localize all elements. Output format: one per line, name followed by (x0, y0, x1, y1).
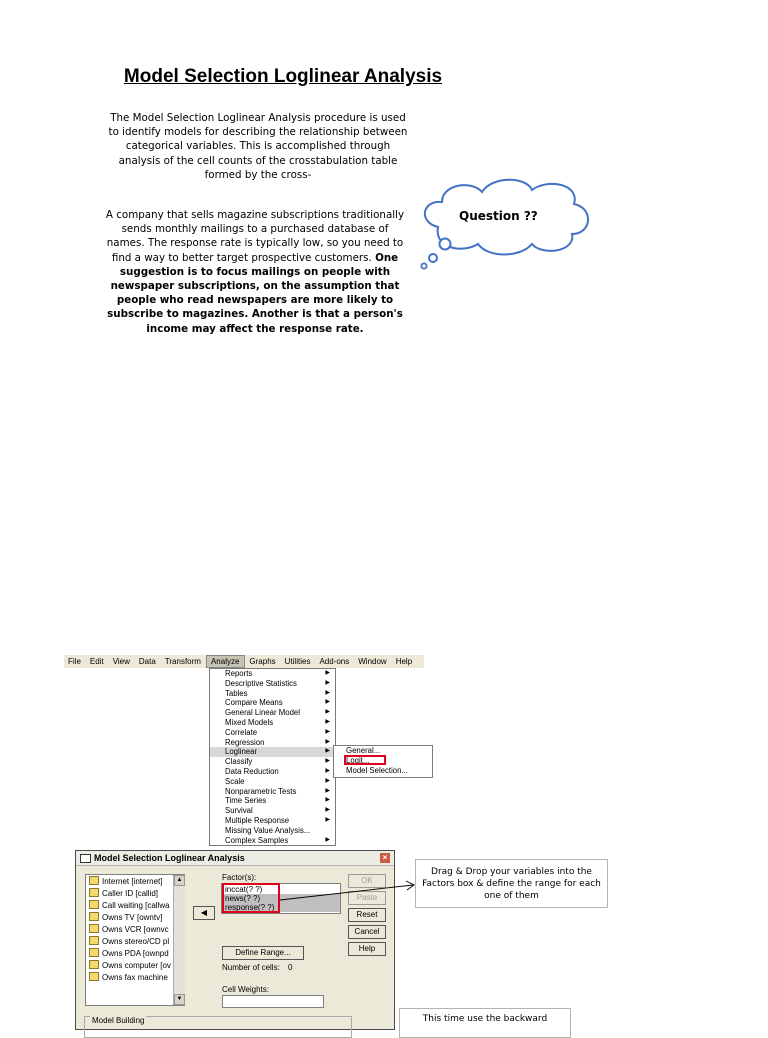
number-of-cells-label: Number of cells: (222, 963, 280, 972)
menu-item-descriptive-statistics[interactable]: Descriptive Statistics ▶ (225, 678, 330, 688)
backward-callout: This time use the backward (399, 1008, 571, 1038)
close-icon[interactable]: × (380, 853, 390, 863)
example-paragraph: A company that sells magazine subscriptions traditionally sends monthly mailings to a purchased database of names. The response rate is typically low, so you need to find a way to better target prospective customers. One suggestion is to focus mailings on people with newspaper subscriptions, on the assumption that people who read newspapers are more likely to subscribe to magazines. Another is that a person's income may affect the response rate. (105, 209, 405, 335)
menu-item-scale[interactable]: Scale ▶ (225, 776, 330, 786)
submenu-arrow-icon: ▶ (325, 836, 330, 843)
nominal-variable-icon (89, 888, 99, 897)
menu-item-complex-samples[interactable]: Complex Samples ▶ (225, 835, 330, 845)
submenu-arrow-icon: ▶ (325, 817, 330, 823)
menu-item-general-linear-model[interactable]: General Linear Model ▶ (225, 708, 330, 718)
list-item[interactable]: Owns computer [ov (89, 960, 171, 971)
submenu-arrow-icon: ▶ (325, 748, 330, 755)
menu-item-classify[interactable]: Classify ▶ (225, 757, 330, 767)
define-range-button[interactable]: Define Range... (222, 946, 304, 960)
menu-help[interactable]: Help (395, 657, 413, 666)
nominal-variable-icon (89, 948, 99, 957)
list-item[interactable]: Owns fax machine (89, 972, 168, 983)
pointer-arrow (280, 876, 420, 906)
dialog-title: Model Selection Loglinear Analysis (94, 853, 245, 863)
nominal-variable-icon (89, 936, 99, 945)
factors-highlight-box (222, 883, 280, 913)
scroll-down-icon[interactable]: ▼ (174, 994, 185, 1005)
menu-item-data-reduction[interactable]: Data Reduction ▶ (225, 767, 330, 776)
list-item[interactable]: Caller ID [callid] (89, 888, 158, 899)
submenu-item-model-selection[interactable]: Model Selection... (346, 766, 408, 775)
nominal-variable-icon (89, 972, 99, 981)
cloud-question-text: Question ?? (459, 209, 538, 223)
submenu-arrow-icon: ▶ (325, 689, 330, 696)
submenu-arrow-icon: ▶ (325, 768, 330, 774)
model-building-label: Model Building (92, 1016, 145, 1025)
menu-item-nonparametric-tests[interactable]: Nonparametric Tests ▶ (225, 786, 330, 796)
list-item[interactable]: Owns VCR [ownvc (89, 924, 169, 935)
submenu-arrow-icon: ▶ (325, 679, 330, 686)
paste-button[interactable]: Paste (348, 891, 386, 905)
menu-view[interactable]: View (112, 657, 130, 666)
nominal-variable-icon (89, 900, 99, 909)
nominal-variable-icon (89, 876, 99, 885)
menu-file[interactable]: File (68, 657, 81, 666)
submenu-arrow-icon: ▶ (325, 787, 330, 794)
list-item[interactable]: response(? ?) (223, 903, 340, 912)
submenu-item-general[interactable]: General... (346, 746, 381, 755)
factors-label: Factor(s): (222, 873, 257, 882)
submenu-arrow-icon: ▶ (325, 738, 330, 745)
menu-item-loglinear[interactable]: Loglinear ▶ (210, 747, 335, 757)
analyze-dropdown (209, 668, 336, 846)
logit-highlight-box (344, 755, 386, 765)
nominal-variable-icon (89, 912, 99, 921)
menu-transform[interactable]: Transform (164, 657, 201, 666)
submenu-arrow-icon: ▶ (325, 728, 330, 735)
page-title: Model Selection Loglinear Analysis (123, 66, 443, 87)
cancel-button[interactable]: Cancel (348, 925, 386, 939)
menu-addons[interactable]: Add-ons (319, 657, 350, 666)
list-item[interactable]: Owns PDA [ownpd (89, 948, 169, 959)
submenu-arrow-icon: ▶ (325, 719, 330, 725)
variable-list[interactable] (85, 874, 185, 1006)
variable-list-scrollbar[interactable] (173, 875, 185, 1005)
menu-window[interactable]: Window (358, 657, 387, 666)
menu-item-mixed-models[interactable]: Mixed Models ▶ (225, 718, 330, 727)
menu-item-missing-value-analysis[interactable]: Missing Value Analysis... (225, 825, 311, 835)
list-item[interactable]: Internet [internet] (89, 876, 162, 887)
submenu-item-logit[interactable]: Logit... (346, 756, 370, 765)
list-item[interactable]: Owns stereo/CD pl (89, 936, 169, 947)
submenu-arrow-icon: ▶ (325, 797, 330, 804)
menu-edit[interactable]: Edit (89, 657, 104, 666)
drag-drop-callout: Drag & Drop your variables into the Factors box & define the range for each one of them (415, 859, 608, 908)
menu-data[interactable]: Data (138, 657, 156, 666)
help-button[interactable]: Help (348, 942, 386, 956)
nominal-variable-icon (89, 960, 99, 969)
menu-item-compare-means[interactable]: Compare Means ▶ (225, 698, 330, 708)
menu-item-tables[interactable]: Tables ▶ (225, 688, 330, 698)
cell-weights-label: Cell Weights: (222, 985, 269, 994)
list-item[interactable]: Call waiting [callwa (89, 900, 170, 911)
submenu-arrow-icon: ▶ (325, 758, 330, 765)
menu-graphs[interactable]: Graphs (249, 657, 276, 666)
list-item[interactable]: news(? ?) (223, 894, 340, 903)
menu-analyze[interactable]: Analyze (206, 655, 245, 668)
list-item[interactable]: inccat(? ?) (225, 885, 263, 894)
dialog-titlebar (76, 851, 394, 866)
menu-item-regression[interactable]: Regression ▶ (225, 737, 330, 747)
reset-button[interactable]: Reset (348, 908, 386, 922)
submenu-arrow-icon: ▶ (325, 699, 330, 706)
menu-item-survival[interactable]: Survival ▶ (225, 806, 330, 816)
window-icon (80, 854, 91, 863)
scroll-up-icon[interactable]: ▲ (174, 875, 185, 886)
submenu-arrow-icon: ▶ (325, 670, 330, 676)
ok-button[interactable]: OK (348, 874, 386, 888)
cell-weights-input[interactable] (222, 995, 324, 1008)
submenu-arrow-icon: ▶ (325, 777, 330, 784)
menu-item-reports[interactable]: Reports ▶ (225, 669, 330, 678)
menu-utilities[interactable]: Utilities (284, 657, 311, 666)
submenu-arrow-icon: ▶ (325, 709, 330, 716)
list-item[interactable]: Owns TV [owntv] (89, 912, 162, 923)
move-variable-button[interactable]: ◀ (193, 906, 215, 920)
submenu-arrow-icon: ▶ (325, 807, 330, 814)
menu-item-time-series[interactable]: Time Series ▶ (225, 796, 330, 806)
menu-item-multiple-response[interactable]: Multiple Response ▶ (225, 816, 330, 825)
spss-menubar (64, 655, 424, 668)
nominal-variable-icon (89, 924, 99, 933)
menu-item-correlate[interactable]: Correlate ▶ (225, 727, 330, 737)
number-of-cells-value: 0 (288, 963, 293, 972)
intro-paragraph: The Model Selection Loglinear Analysis procedure is used to identify models for describing the relationship between categorical variables. This is accomplished through analysis of the cell counts of the crosstabulation table formed by the cross- (108, 112, 408, 181)
